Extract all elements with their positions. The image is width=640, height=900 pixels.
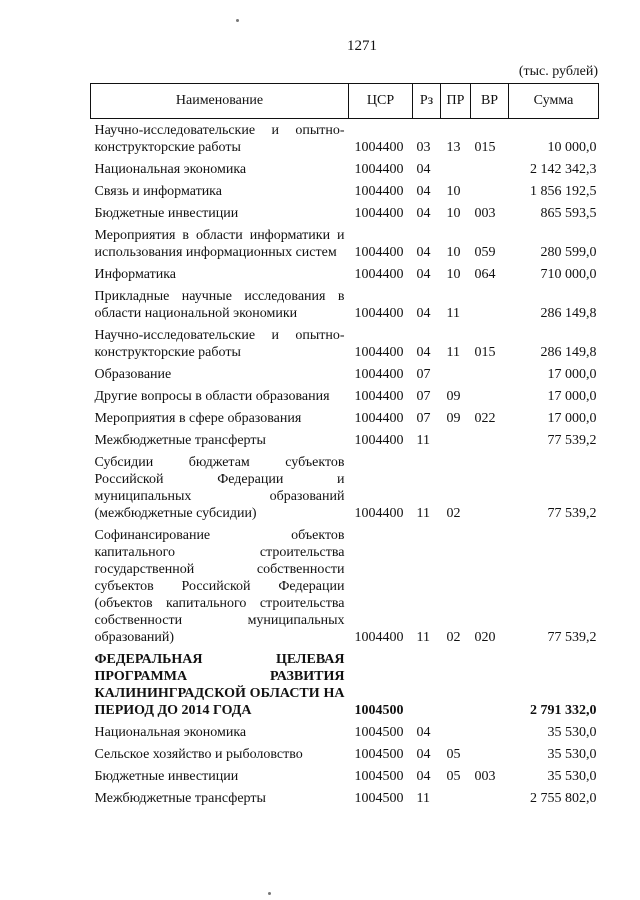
- cell-pr: [441, 158, 471, 180]
- table-row: [91, 263, 599, 285]
- cell-sum: 77 539,2: [547, 630, 597, 645]
- cell-sum: 286 149,8: [540, 345, 597, 360]
- budget-table: [90, 83, 599, 809]
- cell-name: Прикладные научные исследования в области национальной экономики: [94, 289, 345, 321]
- cell-code: 1004400: [354, 433, 404, 448]
- cell-rz: 11: [416, 791, 430, 806]
- cell-rz: 11: [416, 506, 430, 521]
- table-row: [91, 451, 599, 524]
- cell-name: Субсидии бюджетам субъектов Российской Федерации и муниципальных образований (межбюджетные субсидии): [94, 455, 345, 521]
- cell-vr: [471, 285, 509, 324]
- cell-vr: [471, 429, 509, 451]
- cell-pr: 11: [446, 306, 460, 321]
- cell-name: Другие вопросы в области образования: [94, 389, 330, 404]
- cell-name: Информатика: [94, 267, 176, 282]
- table-row: [91, 202, 599, 224]
- header-pr: ПР: [441, 84, 471, 119]
- cell-sum: 35 530,0: [547, 747, 597, 762]
- cell-vr: [471, 743, 509, 765]
- cell-vr: 064: [474, 267, 496, 282]
- cell-vr: [471, 721, 509, 743]
- cell-rz: 07: [416, 389, 431, 404]
- cell-sum: 17 000,0: [547, 389, 597, 404]
- cell-vr: 022: [474, 411, 496, 426]
- cell-vr: 020: [474, 630, 496, 645]
- cell-vr: [471, 180, 509, 202]
- cell-pr: 10: [446, 267, 461, 282]
- table-header-row: [91, 84, 599, 119]
- cell-rz: 04: [416, 162, 431, 177]
- cell-name: Мероприятия в области информатики и использования информационных систем: [94, 228, 345, 260]
- cell-rz: 04: [416, 267, 431, 282]
- cell-vr: [471, 363, 509, 385]
- units-label: (тыс. рублей): [518, 64, 598, 79]
- cell-pr: 09: [446, 389, 461, 404]
- table-row: [91, 285, 599, 324]
- cell-name: Бюджетные инвестиции: [94, 769, 239, 784]
- cell-rz: 04: [416, 345, 431, 360]
- table-row: [91, 385, 599, 407]
- header-sum: Сумма: [509, 84, 599, 119]
- table-row: [91, 180, 599, 202]
- cell-pr: [441, 429, 471, 451]
- cell-vr: 003: [474, 206, 496, 221]
- cell-rz: 07: [416, 411, 431, 426]
- cell-code: 1004400: [354, 162, 404, 177]
- cell-rz: 07: [416, 367, 431, 382]
- cell-code: 1004500: [354, 747, 404, 762]
- cell-code: 1004500: [354, 725, 404, 740]
- header-code: ЦСР: [349, 84, 413, 119]
- table-row: [91, 158, 599, 180]
- cell-rz: 04: [416, 306, 431, 321]
- cell-vr: 015: [474, 140, 496, 155]
- cell-vr: [471, 158, 509, 180]
- cell-name: Связь и информатика: [94, 184, 222, 199]
- table-row: [91, 324, 599, 363]
- cell-sum: 865 593,5: [540, 206, 597, 221]
- cell-pr: 05: [446, 747, 461, 762]
- cell-rz: 11: [416, 630, 430, 645]
- cell-pr: 02: [446, 506, 461, 521]
- cell-rz: 11: [416, 433, 430, 448]
- cell-vr: 003: [474, 769, 496, 784]
- cell-pr: 09: [446, 411, 461, 426]
- cell-rz: 03: [416, 140, 431, 155]
- table-row: [91, 524, 599, 648]
- cell-name: Национальная экономика: [94, 162, 247, 177]
- cell-name: Национальная экономика: [94, 725, 247, 740]
- cell-sum: 35 530,0: [547, 769, 597, 784]
- cell-pr: [441, 648, 471, 721]
- table-row: [91, 721, 599, 743]
- table-row: [91, 429, 599, 451]
- header-name: Наименование: [91, 84, 349, 119]
- cell-code: 1004400: [354, 140, 404, 155]
- cell-vr: 015: [474, 345, 496, 360]
- table-row: [91, 787, 599, 809]
- cell-code: 1004400: [354, 506, 404, 521]
- cell-sum: 35 530,0: [547, 725, 597, 740]
- cell-name: Сельское хозяйство и рыболовство: [94, 747, 303, 762]
- cell-name: Научно-исследовательские и опытно-конструкторские работы: [94, 123, 345, 155]
- cell-sum: 10 000,0: [547, 140, 597, 155]
- cell-vr: [471, 787, 509, 809]
- cell-rz: [413, 648, 441, 721]
- cell-code: 1004400: [354, 267, 404, 282]
- cell-name: Межбюджетные трансферты: [94, 791, 266, 806]
- cell-sum: 2 142 342,3: [530, 162, 597, 177]
- table-row: [91, 648, 599, 721]
- cell-vr: [471, 648, 509, 721]
- header-vr: ВР: [471, 84, 509, 119]
- cell-pr: 05: [446, 769, 461, 784]
- cell-name: Бюджетные инвестиции: [94, 206, 239, 221]
- cell-pr: [441, 787, 471, 809]
- cell-vr: [471, 385, 509, 407]
- cell-name: Софинансирование объектов капитального строительства государственной собственности субъектов Российской Федерации (объектов капитального строительства собственности муниципальных образований): [94, 528, 345, 645]
- cell-vr: [471, 451, 509, 524]
- cell-pr: 10: [446, 206, 461, 221]
- cell-sum: 1 856 192,5: [530, 184, 597, 199]
- cell-rz: 04: [416, 245, 431, 260]
- cell-pr: 11: [446, 345, 460, 360]
- cell-pr: 10: [446, 184, 461, 199]
- scan-speck: [236, 19, 239, 22]
- header-rz: Рз: [413, 84, 441, 119]
- cell-code: 1004400: [354, 184, 404, 199]
- cell-sum: 710 000,0: [540, 267, 597, 282]
- cell-code: 1004400: [354, 345, 404, 360]
- cell-code: 1004400: [354, 389, 404, 404]
- cell-rz: 04: [416, 184, 431, 199]
- cell-sum: 17 000,0: [547, 367, 597, 382]
- cell-name: ФЕДЕРАЛЬНАЯ ЦЕЛЕВАЯ ПРОГРАММА РАЗВИТИЯ КАЛИНИНГРАДСКОЙ ОБЛАСТИ НА ПЕРИОД ДО 2014 ГОДА: [94, 652, 345, 718]
- cell-code: 1004400: [354, 306, 404, 321]
- page-number: 1271: [347, 38, 377, 54]
- cell-rz: 04: [416, 747, 431, 762]
- table-row: [91, 224, 599, 263]
- table-row: [91, 765, 599, 787]
- cell-sum: 17 000,0: [547, 411, 597, 426]
- table-row: [91, 363, 599, 385]
- cell-code: 1004500: [354, 703, 404, 718]
- cell-code: 1004400: [354, 206, 404, 221]
- cell-rz: 04: [416, 769, 431, 784]
- cell-pr: 02: [446, 630, 461, 645]
- cell-name: Мероприятия в сфере образования: [94, 411, 302, 426]
- cell-name: Межбюджетные трансферты: [94, 433, 266, 448]
- cell-rz: 04: [416, 725, 431, 740]
- cell-sum: 280 599,0: [540, 245, 597, 260]
- cell-name: Образование: [94, 367, 172, 382]
- cell-code: 1004400: [354, 411, 404, 426]
- table-row: [91, 407, 599, 429]
- cell-pr: [441, 721, 471, 743]
- cell-sum: 77 539,2: [547, 506, 597, 521]
- cell-sum: 286 149,8: [540, 306, 597, 321]
- cell-sum: 2 791 332,0: [530, 703, 597, 718]
- cell-code: 1004400: [354, 245, 404, 260]
- cell-code: 1004400: [354, 367, 404, 382]
- cell-pr: 13: [446, 140, 461, 155]
- cell-code: 1004500: [354, 791, 404, 806]
- cell-pr: [441, 363, 471, 385]
- cell-sum: 2 755 802,0: [530, 791, 597, 806]
- cell-vr: 059: [474, 245, 496, 260]
- cell-rz: 04: [416, 206, 431, 221]
- cell-sum: 77 539,2: [547, 433, 597, 448]
- cell-name: Научно-исследовательские и опытно-конструкторские работы: [94, 328, 345, 360]
- scan-speck: [268, 892, 271, 895]
- cell-code: 1004500: [354, 769, 404, 784]
- cell-pr: 10: [446, 245, 461, 260]
- cell-code: 1004400: [354, 630, 404, 645]
- table-row: [91, 743, 599, 765]
- table-row: [91, 119, 599, 159]
